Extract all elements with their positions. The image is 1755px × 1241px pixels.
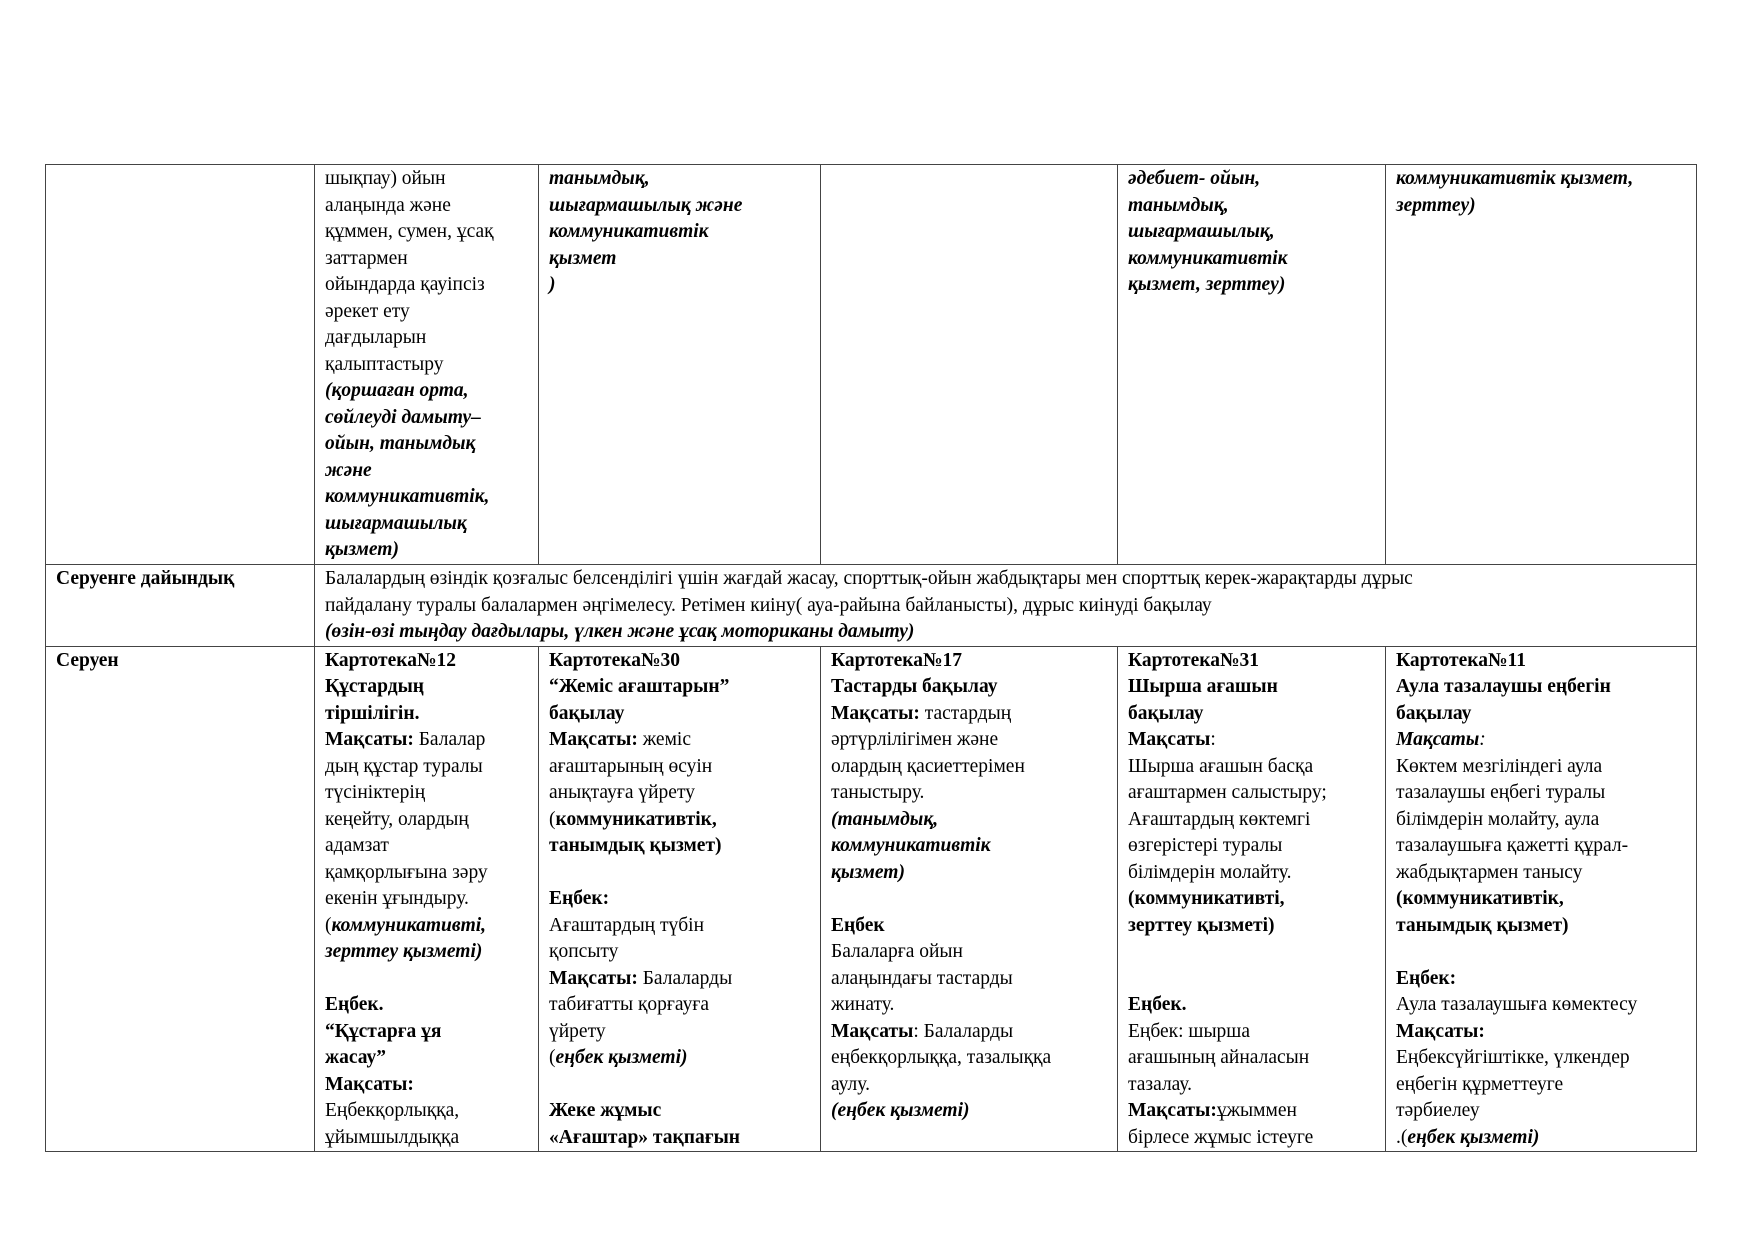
text-run: Ағаштардың көктемгі [1128, 808, 1311, 830]
table-cell [821, 646, 1118, 1152]
text-run: .( [1396, 1126, 1408, 1148]
text-run: (коммуникативтік, [1396, 888, 1564, 909]
text-line [325, 701, 528, 728]
text-line [325, 431, 528, 458]
text-line [549, 272, 810, 299]
text-run: Аула тазалаушыға көмектесу [1396, 994, 1638, 1015]
text-run: танымдық, [549, 168, 650, 189]
text-run: Балалардың өзіндік қозғалыс белсенділігі үшін жағдай жасау, спорттық-ойын жабдықтары мен спорттық керек-жарақтарды дұрыс [325, 568, 1413, 589]
text-line [325, 966, 528, 993]
text-line [549, 780, 810, 807]
text-line [325, 246, 528, 273]
text-run: коммуникативтік [1128, 247, 1288, 269]
text-line [549, 1045, 810, 1072]
text-run: Ағаштардың түбін [549, 914, 705, 936]
text-run: Мақсаты [1128, 729, 1211, 750]
text-line [325, 458, 528, 485]
text-run: тастардың [919, 702, 1012, 724]
text-line [1396, 166, 1686, 193]
text-line [831, 807, 1107, 834]
text-run: Еңбек. [1128, 994, 1187, 1015]
text-run: қызмет, зерттеу) [1128, 274, 1286, 295]
text-line [1128, 939, 1375, 966]
text-run: тазалаушыға қажетті құрал- [1396, 835, 1629, 856]
table-cell [1386, 646, 1697, 1152]
text-run: “Құстарға ұя [325, 1020, 442, 1042]
text-line [831, 1019, 1107, 1046]
text-run: әрекет ету [325, 300, 410, 322]
text-run: Еңбек: [1396, 967, 1457, 989]
text-run: қызмет) [325, 539, 399, 560]
text-line [325, 780, 528, 807]
text-run: коммуникативтік қызмет, [1396, 168, 1634, 189]
text-run: Еңбек: [549, 888, 610, 909]
text-line [549, 701, 810, 728]
text-run: білімдерін молайту, аула [1396, 808, 1600, 830]
text-run: пайдалану туралы балалармен әңгімелесу. Ретімен киіну( ауа-райына байланысты), дұрыс киінуді бақылау [325, 594, 1212, 616]
text-run: сөйлеуді дамыту– [325, 406, 481, 428]
text-run: зерттеу) [1396, 194, 1476, 216]
text-run: дағдыларын [325, 327, 427, 348]
text-line [1128, 727, 1375, 754]
table-row [46, 565, 1697, 647]
text-run: алаңындағы тастарды [831, 967, 1013, 989]
text-line [325, 405, 528, 432]
text-run: коммуникативтік, [325, 486, 490, 507]
text-run: қызмет) [831, 861, 905, 883]
text-line [549, 648, 810, 675]
text-run: (қоршаған орта, [325, 380, 469, 401]
text-line [1128, 1019, 1375, 1046]
text-run: Мақсаты: [549, 729, 638, 750]
text-line [325, 833, 528, 860]
text-run: ойын, танымдық [325, 433, 476, 454]
text-line [549, 727, 810, 754]
text-line [549, 193, 810, 220]
text-run: анықтауға үйрету [549, 782, 695, 803]
table-cell [821, 165, 1118, 565]
table-row [46, 165, 1697, 565]
text-run: қамқорлығына зәру [325, 861, 488, 883]
text-line [1396, 648, 1686, 675]
text-run: коммуникативтік [549, 221, 709, 242]
text-line [831, 754, 1107, 781]
text-line [831, 992, 1107, 1019]
text-run: Балаларға ойын [831, 941, 963, 962]
text-run: еңбегін құрметтеуге [1396, 1073, 1564, 1095]
text-run: ұжыммен [1216, 1100, 1297, 1121]
text-line [549, 1098, 810, 1125]
text-run: Аула тазалаушы еңбегін [1396, 676, 1611, 697]
table-cell [1118, 646, 1386, 1152]
text-run: Мақсаты: [831, 702, 920, 724]
text-run: : [1479, 729, 1486, 750]
text-run: Картотека№12 [325, 649, 457, 671]
text-run: ағаштарының өсуін [549, 755, 713, 777]
text-line [549, 1125, 810, 1152]
text-line [1396, 913, 1686, 940]
text-run: Көктем мезгіліндегі аула [1396, 755, 1603, 777]
text-run: (өзін-өзі тыңдау дағдылары, үлкен және ұсақ моториканы дамыту) [325, 621, 915, 642]
text-run: бақылау [549, 702, 625, 724]
text-run: адамзат [325, 835, 389, 856]
text-run: : Балаларды [913, 1020, 1014, 1042]
text-line [325, 1098, 528, 1125]
text-line [1128, 913, 1375, 940]
text-run: ағаштармен салыстыру; [1128, 782, 1327, 803]
text-run: коммуникативті, [331, 914, 487, 936]
text-line [831, 913, 1107, 940]
text-run: Жеке жұмыс [549, 1100, 662, 1121]
text-run: Мақсаты: [1128, 1100, 1217, 1121]
text-line [1396, 939, 1686, 966]
text-line [549, 1019, 810, 1046]
text-line [831, 780, 1107, 807]
text-run: әдебиет- ойын, [1128, 168, 1261, 189]
text-line [325, 754, 528, 781]
text-run: тәрбиелеу [1396, 1100, 1480, 1121]
text-run: ағашының айналасын [1128, 1047, 1310, 1068]
text-run: Мақсаты: [325, 1073, 414, 1095]
text-line [1396, 193, 1686, 220]
text-line [325, 566, 1686, 593]
text-run: еңбекқорлыққа, тазалыққа [831, 1047, 1052, 1068]
text-run: Шырша ағашын [1128, 676, 1278, 697]
text-line [831, 966, 1107, 993]
text-run: білімдерін молайту. [1128, 861, 1292, 883]
text-line [325, 619, 1686, 646]
text-run: Мақсаты: [325, 729, 414, 750]
text-line [831, 860, 1107, 887]
text-line [325, 352, 528, 379]
text-line [1128, 674, 1375, 701]
text-run: Балаларды [637, 967, 733, 989]
text-run: қалыптастыру [325, 353, 444, 375]
text-run: зерттеу қызметі) [1128, 914, 1275, 936]
text-line [549, 939, 810, 966]
text-run: тазалау. [1128, 1073, 1193, 1095]
text-line [325, 484, 528, 511]
text-line [325, 939, 528, 966]
text-run: шығармашылық [325, 512, 467, 534]
text-run: Мақсаты [1396, 729, 1480, 750]
text-run: құммен, сумен, ұсақ [325, 221, 494, 242]
text-line [325, 886, 528, 913]
text-run: бақылау [1128, 702, 1204, 724]
text-line [325, 674, 528, 701]
row-label-text: Серуен [56, 649, 119, 671]
text-line [325, 1125, 528, 1152]
text-line [1128, 1045, 1375, 1072]
text-run: алаңында және [325, 194, 451, 216]
text-run: зерттеу қызметі) [325, 941, 483, 962]
text-line [325, 272, 528, 299]
text-line [831, 1098, 1107, 1125]
text-run: танымдық қызмет) [549, 835, 722, 856]
text-run: ( [325, 914, 332, 936]
text-line [1128, 807, 1375, 834]
text-line [831, 648, 1107, 675]
text-run: ойындарда қауіпсіз [325, 274, 485, 295]
text-line [1128, 1072, 1375, 1099]
text-run: жеміс [637, 729, 691, 750]
text-line [1128, 701, 1375, 728]
row-label [46, 646, 315, 1152]
text-line [1128, 780, 1375, 807]
text-line [325, 992, 528, 1019]
text-line [1396, 807, 1686, 834]
text-line [549, 860, 810, 887]
text-run: әртүрлілігімен және [831, 729, 999, 750]
text-run: ұйымшылдыққа [325, 1126, 460, 1148]
text-line [1128, 166, 1375, 193]
text-line [549, 807, 810, 834]
text-line [549, 674, 810, 701]
text-run: “Жеміс ағаштарын” [549, 676, 730, 697]
text-run: танымдық қызмет) [1396, 914, 1569, 936]
text-line [831, 1045, 1107, 1072]
text-line [1396, 886, 1686, 913]
text-line [325, 166, 528, 193]
plan-table [45, 164, 1697, 1152]
text-line [1128, 193, 1375, 220]
text-line [1396, 860, 1686, 887]
text-line [1396, 966, 1686, 993]
text-run: қызмет [549, 247, 617, 269]
text-run: Құстардың [325, 676, 425, 697]
row-label [46, 565, 315, 647]
text-run: Картотека№11 [1396, 649, 1526, 671]
text-run: : [1210, 729, 1216, 750]
text-line [1396, 1125, 1686, 1152]
text-line [325, 860, 528, 887]
text-run: өзгерістері туралы [1128, 835, 1283, 856]
table-cell [1386, 165, 1697, 565]
text-run: жасау” [325, 1047, 387, 1068]
text-line [549, 992, 810, 1019]
text-line [831, 674, 1107, 701]
text-line [325, 1019, 528, 1046]
table-row [46, 646, 1697, 1152]
text-run: бірлесе жұмыс істеуге [1128, 1126, 1314, 1148]
text-line [325, 648, 528, 675]
text-run: Еңбек [831, 914, 885, 936]
text-line [549, 886, 810, 913]
text-run: «Ағаштар» тақпағын [549, 1126, 741, 1148]
text-line [1396, 992, 1686, 1019]
text-run: кеңейту, олардың [325, 808, 469, 830]
text-line [1128, 992, 1375, 1019]
text-line [1128, 648, 1375, 675]
text-run: Шырша ағашын басқа [1128, 755, 1314, 777]
text-line [325, 1045, 528, 1072]
text-run: ( [549, 808, 556, 830]
text-run: бақылау [1396, 702, 1472, 724]
row-label-text: Серуенге дайындық [56, 568, 235, 589]
text-run: жинату. [831, 994, 895, 1015]
text-run: коммуникативтік [831, 835, 991, 856]
table-cell [315, 646, 539, 1152]
text-line [325, 727, 528, 754]
text-line [1128, 1098, 1375, 1125]
text-line [549, 833, 810, 860]
text-line [1128, 246, 1375, 273]
text-line [1396, 701, 1686, 728]
text-line [831, 886, 1107, 913]
text-run: үйрету [549, 1020, 606, 1042]
text-line [1128, 860, 1375, 887]
text-line [1396, 727, 1686, 754]
row-label [46, 165, 315, 565]
text-run: Тастарды бақылау [831, 676, 998, 697]
text-line [831, 939, 1107, 966]
text-line [1128, 272, 1375, 299]
text-line [1396, 833, 1686, 860]
text-run: танымдық, [1128, 194, 1229, 216]
text-run: (еңбек қызметі) [831, 1100, 970, 1121]
text-line [1396, 1019, 1686, 1046]
text-run: тіршілігін. [325, 702, 420, 724]
text-line [1128, 833, 1375, 860]
text-line [549, 219, 810, 246]
text-line [831, 833, 1107, 860]
text-line [831, 1072, 1107, 1099]
text-line [325, 537, 528, 564]
text-line [1128, 966, 1375, 993]
text-run: шығармашылық, [1128, 221, 1275, 242]
text-run: Еңбек: шырша [1128, 1020, 1250, 1042]
text-run: (танымдық, [831, 808, 939, 830]
text-run: Балалар [413, 729, 486, 750]
text-line [325, 325, 528, 352]
text-run: таныстыру. [831, 782, 925, 803]
text-line [831, 727, 1107, 754]
text-run: Мақсаты [831, 1020, 914, 1042]
text-line [1128, 754, 1375, 781]
text-run: Картотека№31 [1128, 649, 1260, 671]
text-line [1128, 219, 1375, 246]
table-cell [539, 165, 821, 565]
text-line [325, 593, 1686, 620]
text-run: шықпау) ойын [325, 168, 446, 189]
text-run: ) [549, 274, 556, 295]
text-run: дың құстар туралы [325, 755, 483, 777]
text-line [549, 754, 810, 781]
text-run: Еңбекқорлыққа, [325, 1100, 460, 1121]
text-run: Еңбексүйгіштікке, үлкендер [1396, 1047, 1630, 1068]
text-line [549, 966, 810, 993]
text-line [325, 511, 528, 538]
text-run: ( [549, 1047, 556, 1068]
text-line [549, 246, 810, 273]
text-run: Мақсаты: [1396, 1020, 1485, 1042]
text-line [325, 1072, 528, 1099]
text-line [1396, 780, 1686, 807]
text-line [1396, 1072, 1686, 1099]
text-line [325, 807, 528, 834]
text-line [1396, 674, 1686, 701]
text-run: заттармен [325, 247, 408, 269]
text-line [1396, 1098, 1686, 1125]
text-run: екенін ұғындыру. [325, 888, 469, 909]
text-run: коммуникативтік, [555, 808, 717, 830]
text-line [549, 913, 810, 940]
text-run: Картотека№17 [831, 649, 963, 671]
text-run: түсініктерің [325, 782, 426, 803]
text-line [1128, 1125, 1375, 1152]
text-run: олардың қасиеттерімен [831, 755, 1025, 777]
text-run: тазалаушы еңбегі туралы [1396, 782, 1606, 803]
text-run: шығармашылық және [549, 194, 743, 216]
text-line [325, 299, 528, 326]
text-run: табиғатты қорғауға [549, 994, 709, 1015]
text-run: еңбек қызметі) [555, 1047, 688, 1068]
table-cell [1118, 165, 1386, 565]
table-cell [539, 646, 821, 1152]
text-line [831, 701, 1107, 728]
text-line [325, 193, 528, 220]
text-line [325, 219, 528, 246]
text-run: Картотека№30 [549, 649, 681, 671]
text-run: Еңбек. [325, 994, 384, 1015]
text-line [325, 913, 528, 940]
text-line [1128, 886, 1375, 913]
table-cell [315, 165, 539, 565]
text-run: жабдықтармен танысу [1396, 861, 1583, 883]
table-cell-wide [315, 565, 1697, 647]
text-line [549, 1072, 810, 1099]
text-run: (коммуникативті, [1128, 888, 1285, 909]
text-line [1396, 754, 1686, 781]
text-run: аулу. [831, 1073, 870, 1095]
text-run: еңбек қызметі) [1407, 1126, 1540, 1148]
text-run: және [325, 459, 372, 481]
text-line [549, 166, 810, 193]
text-line [1396, 1045, 1686, 1072]
text-line [325, 378, 528, 405]
text-run: қопсыту [549, 941, 619, 962]
text-run: Мақсаты: [549, 967, 638, 989]
